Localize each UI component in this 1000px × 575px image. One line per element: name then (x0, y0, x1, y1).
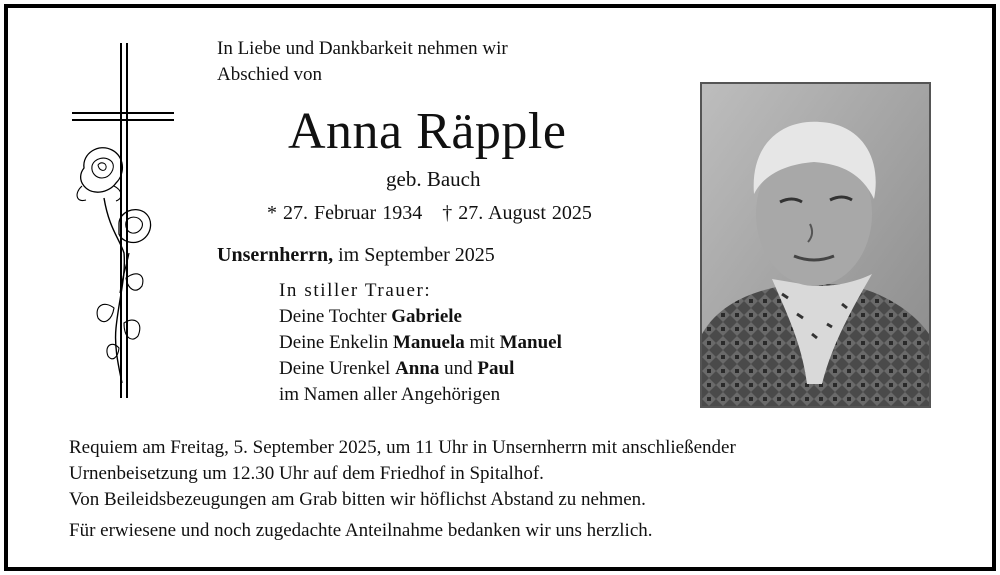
mourners-heading: In stiller Trauer: (279, 280, 432, 301)
intro-line: In Liebe und Dankbarkeit nehmen wir (217, 38, 508, 59)
service-line: Urnenbeisetzung um 12.30 Uhr auf dem Friedhof in Spitalhof. (69, 463, 544, 484)
thanks-line: Für erwiesene und noch zugedachte Anteilnahme bedanken wir uns herzlich. (69, 520, 653, 541)
life-dates (267, 200, 592, 226)
birth-date: * 27. Februar 1934 (267, 202, 423, 224)
mourner-relation: Deine Enkelin (279, 332, 393, 353)
mourner-name: Gabriele (391, 306, 462, 327)
maiden-name: geb. Bauch (386, 167, 481, 191)
deceased-name: Anna Räpple (288, 103, 567, 160)
mourner-line: im Namen aller Angehörigen (279, 384, 501, 405)
mourners-block (279, 278, 562, 408)
portrait-photo (700, 82, 931, 408)
mourner-line (279, 356, 562, 382)
obituary-card (4, 4, 996, 571)
intro-line: Abschied von (217, 64, 323, 85)
cross-with-roses-icon (64, 38, 179, 408)
service-line: Von Beileidsbezeugungen am Grab bitten wir höflichst Abstand zu nehmen. (69, 489, 646, 510)
place-date-line (217, 242, 495, 268)
mourner-connector: mit (464, 332, 500, 353)
mourner-name: Manuel (499, 332, 562, 353)
mourner-relation: Deine Tochter (279, 306, 392, 327)
service-info (69, 435, 736, 544)
mourner-name: Paul (477, 358, 515, 379)
mourner-connector: und (439, 358, 478, 379)
place-name: Unsernherrn, (217, 244, 334, 266)
date-text: im September 2025 (333, 244, 495, 266)
portrait-illustration (702, 84, 929, 406)
mourner-relation: Deine Urenkel (279, 358, 396, 379)
intro-text (217, 36, 508, 88)
death-date: † 27. August 2025 (442, 202, 592, 224)
mourner-line (279, 330, 562, 356)
mourner-line (279, 304, 562, 330)
mourner-name: Manuela (392, 332, 465, 353)
mourner-name: Anna (395, 358, 440, 379)
service-line: Requiem am Freitag, 5. September 2025, um 11 Uhr in Unsernherrn mit anschließender (69, 437, 736, 458)
